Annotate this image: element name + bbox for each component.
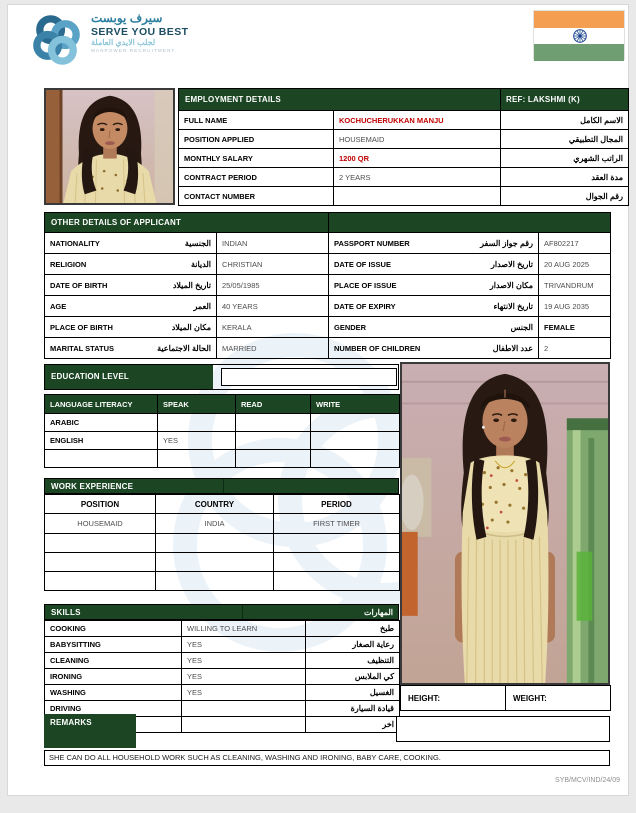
field-arabic: الحالة الاجتماعية: [157, 343, 211, 353]
skills-title: SKILLS: [51, 607, 81, 617]
flag-white-band: [534, 28, 624, 44]
height-weight-box: [400, 685, 611, 711]
field-arabic: الجنسية: [184, 238, 211, 248]
field-label-cell: [329, 275, 539, 296]
experience-period: [274, 572, 400, 591]
logo-arabic-name: سيرف يوبست: [91, 11, 163, 25]
language-name: ENGLISH: [45, 432, 158, 450]
field-label-cell: [45, 296, 217, 317]
other-details-title-spacer: [329, 213, 611, 233]
skill-value: YES: [182, 637, 306, 653]
work-experience-title: WORK EXPERIENCE: [51, 481, 134, 491]
column-header: POSITION: [45, 495, 156, 514]
field-label-cell: [329, 317, 539, 338]
employment-ref: REF: LAKSHMI (K): [501, 89, 629, 111]
field-label: DATE OF EXPIRY: [334, 301, 396, 311]
experience-position: [45, 534, 156, 553]
field-label-cell: [45, 233, 217, 254]
field-label-cell: [45, 275, 217, 296]
language-read: [236, 432, 311, 450]
experience-country: [156, 534, 274, 553]
skill-label: WASHING: [45, 685, 182, 701]
column-header: READ: [236, 395, 311, 414]
experience-country: INDIA: [156, 514, 274, 534]
skill-arabic: طبخ: [306, 621, 400, 637]
field-label: PASSPORT NUMBER: [334, 238, 410, 248]
column-header: WRITE: [311, 395, 400, 414]
logo-english-name: SERVE YOU BEST: [91, 25, 189, 38]
language-read: [236, 414, 311, 432]
field-arabic: مدة العقد: [501, 168, 629, 187]
field-label: CONTRACT PERIOD: [179, 168, 334, 187]
language-name: [45, 450, 158, 468]
field-label-cell: [45, 254, 217, 275]
field-label: NATIONALITY: [50, 238, 100, 248]
language-write: [311, 432, 400, 450]
skill-value: YES: [182, 685, 306, 701]
flag-green-band: [534, 44, 624, 61]
skill-value: [182, 717, 306, 733]
field-arabic: الراتب الشهري: [501, 149, 629, 168]
language-read: [236, 450, 311, 468]
field-arabic: تاريخ الاصدار: [490, 259, 533, 269]
agency-logo: [30, 12, 188, 66]
column-header: COUNTRY: [156, 495, 274, 514]
skills-title-arabic: المهارات: [363, 607, 393, 617]
skill-value: [182, 701, 306, 717]
field-value: FEMALE: [539, 317, 611, 338]
skill-value: YES: [182, 653, 306, 669]
skill-value: WILLING TO LEARN: [182, 621, 306, 637]
field-label-cell: [45, 338, 217, 359]
work-experience-header: [44, 478, 399, 494]
field-label: PLACE OF ISSUE: [334, 280, 397, 290]
field-label-cell: [45, 317, 217, 338]
field-value: MARRIED: [217, 338, 329, 359]
remarks-text: SHE CAN DO ALL HOUSEHOLD WORK SUCH AS CLEANING, WASHING AND IRONING, BABY CARE, COOKING.: [49, 753, 441, 762]
field-label: MONTHLY SALARY: [179, 149, 334, 168]
skill-label: IRONING: [45, 669, 182, 685]
language-speak: YES: [158, 432, 236, 450]
field-value: [334, 187, 501, 206]
field-arabic: الاسم الكامل: [501, 111, 629, 130]
work-experience-table: [44, 494, 400, 591]
field-arabic: مكان الاصدار: [489, 280, 533, 290]
experience-period: [274, 553, 400, 572]
document-code: SYB/MCV/IND/24/09: [555, 777, 620, 784]
field-value: HOUSEMAID: [334, 130, 501, 149]
field-arabic: الديانة: [190, 259, 211, 269]
column-header: PERIOD: [274, 495, 400, 514]
applicant-photo-large-image: [402, 364, 608, 683]
experience-position: HOUSEMAID: [45, 514, 156, 534]
field-value: INDIAN: [217, 233, 329, 254]
language-write: [311, 450, 400, 468]
field-arabic: المجال التطبيقي: [501, 130, 629, 149]
skills-header: [44, 604, 399, 620]
skill-label: BABYSITTING: [45, 637, 182, 653]
field-value: 2 YEARS: [334, 168, 501, 187]
field-label: FULL NAME: [179, 111, 334, 130]
employment-details-table: [178, 88, 629, 206]
field-label-cell: [329, 296, 539, 317]
work-experience-header-divider: [223, 479, 224, 493]
field-value: TRIVANDRUM: [539, 275, 611, 296]
experience-period: FIRST TIMER: [274, 514, 400, 534]
skill-arabic: التنظيف: [306, 653, 400, 669]
field-label: NUMBER OF CHILDREN: [334, 343, 421, 353]
field-value: KERALA: [217, 317, 329, 338]
notes-box: [396, 716, 610, 742]
experience-period: [274, 534, 400, 553]
other-details-title: OTHER DETAILS OF APPLICANT: [45, 213, 329, 233]
field-label: DATE OF BIRTH: [50, 280, 108, 290]
field-label: AGE: [50, 301, 67, 311]
field-arabic: رقم جواز السفر: [480, 238, 533, 248]
education-level-row: [44, 364, 399, 390]
field-label: MARITAL STATUS: [50, 343, 115, 353]
column-header: LANGUAGE LITERACY: [45, 395, 158, 414]
experience-position: [45, 553, 156, 572]
skill-arabic: قيادة السيارة: [306, 701, 400, 717]
language-name: ARABIC: [45, 414, 158, 432]
field-label: PLACE OF BIRTH: [50, 322, 113, 332]
field-label: DATE OF ISSUE: [334, 259, 391, 269]
skill-arabic: رعاية الصغار: [306, 637, 400, 653]
field-value: 25/05/1985: [217, 275, 329, 296]
field-label: CONTACT NUMBER: [179, 187, 334, 206]
field-label-cell: [329, 233, 539, 254]
field-value: CHRISTIAN: [217, 254, 329, 275]
field-label: POSITION APPLIED: [179, 130, 334, 149]
remarks-header: [44, 714, 136, 748]
education-level-label: EDUCATION LEVEL: [45, 365, 213, 389]
field-label: GENDER: [334, 322, 367, 332]
india-flag: [533, 10, 625, 60]
language-write: [311, 414, 400, 432]
flag-saffron-band: [534, 11, 624, 28]
field-value: 20 AUG 2025: [539, 254, 611, 275]
applicant-photo-small: [44, 88, 175, 205]
column-header: SPEAK: [158, 395, 236, 414]
skill-value: YES: [182, 669, 306, 685]
employment-title: EMPLOYMENT DETAILS: [179, 89, 501, 111]
field-arabic: تاريخ الميلاد: [172, 280, 211, 290]
language-speak: [158, 450, 236, 468]
field-arabic: مكان الميلاد: [171, 322, 211, 332]
skill-arabic: اخر: [306, 717, 400, 733]
skill-label: COOKING: [45, 621, 182, 637]
field-label: RELIGION: [50, 259, 87, 269]
logo-english-tagline: MANPOWER RECRUITMENT: [91, 48, 176, 54]
field-value: 2: [539, 338, 611, 359]
field-arabic: الجنس: [510, 322, 533, 332]
remarks-text-box: [44, 750, 610, 766]
applicant-photo-small-image: [46, 90, 173, 203]
skill-label: DRIVING: [45, 701, 182, 717]
field-label-cell: [329, 338, 539, 359]
ashoka-chakra-icon: [572, 28, 588, 44]
field-arabic: العمر: [193, 301, 211, 311]
remarks-title: REMARKS: [50, 718, 92, 727]
field-label-cell: [329, 254, 539, 275]
skills-header-divider: [242, 605, 243, 619]
skill-arabic: كي الملابس: [306, 669, 400, 685]
skill-label: CLEANING: [45, 653, 182, 669]
language-literacy-table: [44, 394, 400, 468]
field-arabic: عدد الاطفال: [492, 343, 533, 353]
height-label: HEIGHT:: [401, 686, 506, 711]
experience-position: [45, 572, 156, 591]
experience-country: [156, 553, 274, 572]
field-value: AF802217: [539, 233, 611, 254]
skill-arabic: الغسيل: [306, 685, 400, 701]
language-speak: [158, 414, 236, 432]
field-arabic: تاريخ الانتهاء: [493, 301, 533, 311]
other-details-table: [44, 212, 611, 359]
field-value: KOCHUCHERUKKAN MANJU: [334, 111, 501, 130]
applicant-photo-large: [400, 362, 610, 685]
logo-arabic-tagline: لجلب الايدي العاملة: [91, 37, 156, 47]
field-value: 19 AUG 2035: [539, 296, 611, 317]
field-value: 1200 QR: [334, 149, 501, 168]
field-arabic: رقم الجوال: [501, 187, 629, 206]
education-level-value-box: [221, 368, 397, 386]
knot-logo-icon: [30, 12, 84, 66]
weight-label: WEIGHT:: [506, 686, 611, 711]
experience-country: [156, 572, 274, 591]
field-value: 40 YEARS: [217, 296, 329, 317]
